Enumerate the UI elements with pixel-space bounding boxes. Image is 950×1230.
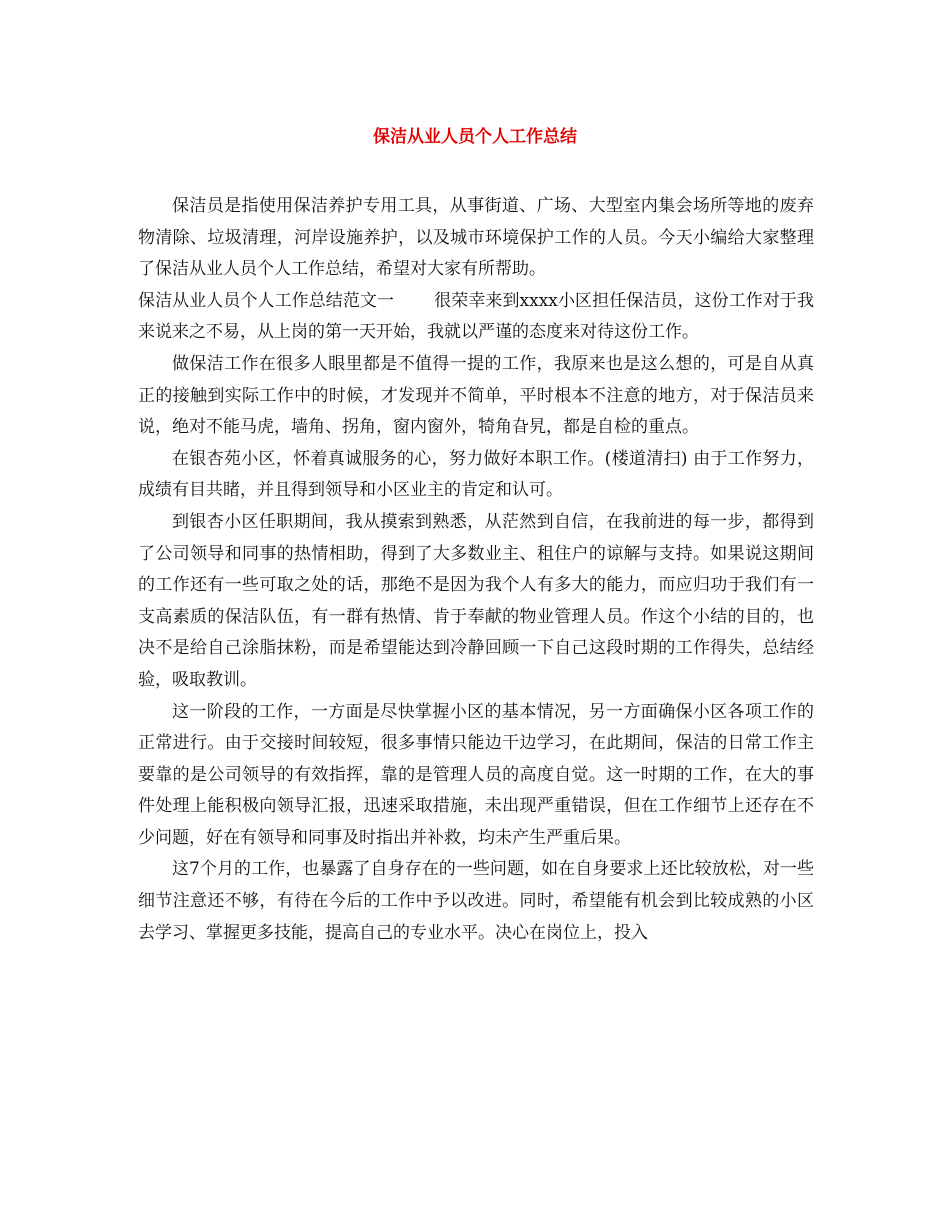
body-paragraph-2: 在银杏苑小区，怀着真诚服务的心，努力做好本职工作。(楼道清扫) 由于工作努力，成绩有目共睹，并且得到领导和小区业主的肯定和认可。	[138, 448, 814, 501]
section-paragraph	[138, 286, 814, 349]
body-paragraph-3: 到银杏小区任职期间，我从摸索到熟悉，从茫然到自信，在我前进的每一步，都得到了公司领导和同事的热情相助，得到了大多数业主、租住户的谅解与支持。如果说这期间的工作还有一些可取之处的话，那绝不是因为我个人有多大的能力，而应归功于我们有一支高素质的保洁队伍，有一群有热情、肯于奉献的物业管理人员。作这个小结的目的，也决不是给自己涂脂抹粉，而是希望能达到冷静回顾一下自己这段时期的工作得失，总结经验，吸取教训。	[138, 511, 814, 690]
document-title: 保洁从业人员个人工作总结	[373, 127, 577, 147]
body-paragraph-4: 这一阶段的工作，一方面是尽快掌握小区的基本情况，另一方面确保小区各项工作的正常进行。由于交接时间较短，很多事情只能边干边学习，在此期间，保洁的日常工作主要靠的是公司领导的有效指挥，靠的是管理人员的高度自觉。这一时期的工作，在大的事件处理上能积极向领导汇报，迅速采取措施，未出现严重错误，但在工作细节上还存在不少问题，好在有领导和同事及时指出并补救，均未产生严重后果。	[138, 701, 814, 848]
section-first-sentence: 很荣幸来到xxxx小区担任保洁员，这份工作对于我来说来之不易，从上岗的第一天开始，我就以严谨的态度来对待这份工作。	[138, 290, 814, 343]
body-paragraph-5: 这7个月的工作，也暴露了自身存在的一些问题，如在自身要求上还比较放松，对一些细节注意还不够，有待在今后的工作中予以改进。同时，希望能有机会到比较成熟的小区去学习、掌握更多技能，提高自己的专业水平。决心在岗位上，投入	[138, 859, 814, 943]
section-heading: 保洁从业人员个人工作总结范文一	[138, 290, 395, 311]
intro-paragraph: 保洁员是指使用保洁养护专用工具，从事街道、广场、大型室内集会场所等地的废弃物清除、垃圾清理，河岸设施养护，以及城市环境保护工作的人员。今天小编给大家整理了保洁从业人员个人工作总结，希望对大家有所帮助。	[138, 196, 814, 280]
body-paragraph-1: 做保洁工作在很多人眼里都是不值得一提的工作，我原来也是这么想的，可是自从真正的接触到实际工作中的时候，才发现并不简单，平时根本不注意的地方，对于保洁员来说，绝对不能马虎，墙角、拐角，窗内窗外，犄角旮旯，都是自检的重点。	[138, 353, 814, 438]
document-body	[138, 191, 814, 949]
